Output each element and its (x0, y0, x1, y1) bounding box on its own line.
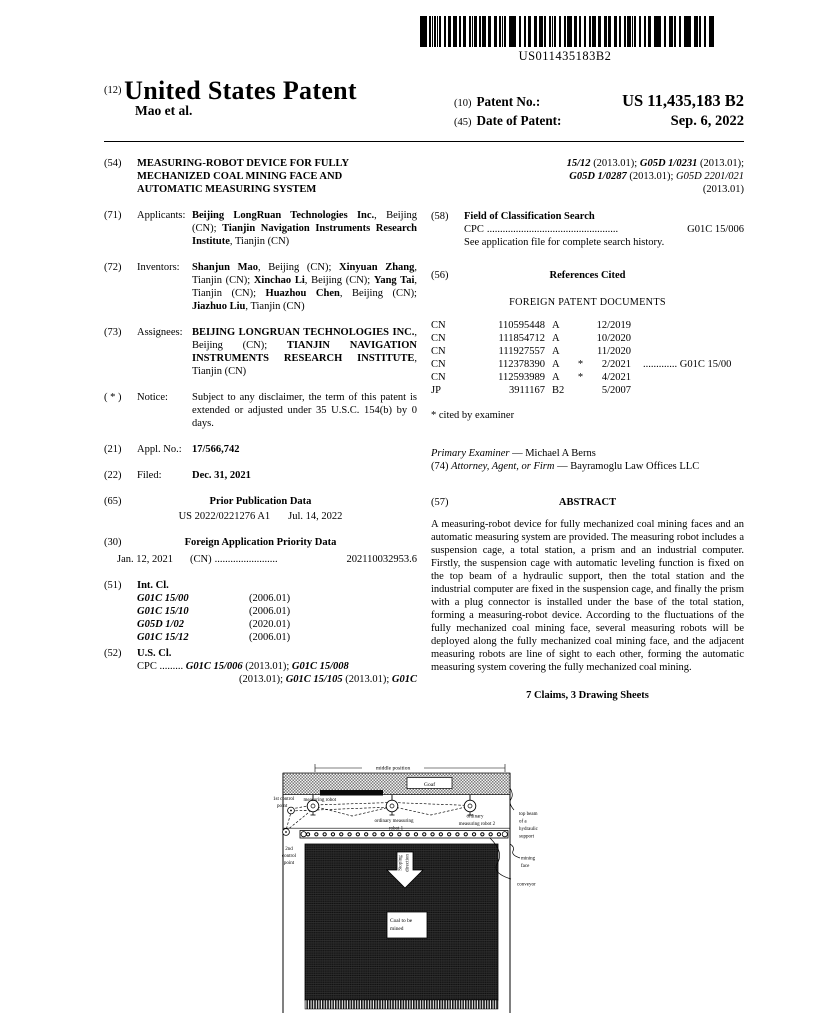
cpc-line-2: (2013.01); G01C 15/105 (2013.01); G01C (239, 674, 417, 685)
field-tag-73: (73) (104, 327, 122, 338)
reference-row: CN 111927557 A 11/2020 (431, 346, 631, 357)
measuring-robot-icon (386, 795, 398, 815)
coal-to-be-mined-box (387, 912, 427, 938)
applicants-text: Beijing LongRuan Technologies Inc., Beijing (CN); Tianjin Navigation Instruments Research Institute, Tianjin (CN) (192, 210, 417, 247)
header (104, 76, 744, 131)
appl-no-label: Appl. No.: (137, 444, 182, 455)
mining-face-label-2: face (521, 864, 530, 869)
field-tag-51: (51) (104, 580, 122, 591)
field-tag-58: (58) (431, 211, 449, 222)
field-code-45: (45) (454, 117, 472, 128)
priority-country: (CN) (190, 554, 212, 565)
us-cl-section (104, 647, 417, 686)
first-control-label-2: point (277, 804, 288, 809)
notice-tag: ( * ) (104, 392, 122, 403)
document-kind-line (104, 76, 357, 105)
abstract-heading-row (431, 496, 744, 509)
int-cl-heading: Int. Cl. (137, 580, 169, 591)
cpc-cont-line: (2013.01) (702, 184, 744, 195)
header-left (104, 76, 357, 131)
foreign-priority-line (104, 551, 417, 566)
measuring-robot-label: measuring robot (303, 798, 337, 803)
top-beam-label-2: of a (519, 819, 527, 825)
field-tag-54: (54) (104, 158, 122, 169)
cpc-cont-line: 15/12 (2013.01); G05D 1/0231 (2013.01); (566, 158, 744, 169)
inventors-section (104, 261, 417, 313)
ordinary-robot1-label-2: robot 1 (388, 826, 404, 832)
second-control-label-1: 2nd (285, 847, 293, 852)
field-tag-72: (72) (104, 262, 122, 273)
first-named-party: Mao et al. (135, 103, 193, 118)
field-of-search-cpc: CPC .................................................. G01C 15/006 (464, 224, 744, 235)
cpc-line-1: CPC ......... G01C 15/006 (2013.01); G01C 15/008 (137, 661, 349, 672)
field-tag-65: (65) (104, 496, 122, 507)
right-column (431, 157, 744, 702)
cpc-cont-line: G05D 1/0287 (2013.01); G05D 2201/021 (569, 171, 744, 182)
dot-leader: .................................................. (486, 224, 619, 235)
ordinary-robot2-label-1: ordinary (466, 814, 484, 820)
cited-by-examiner: * cited by examiner (431, 410, 515, 421)
notice-text: Subject to any disclaimer, the term of this patent is extended or adjusted under 35 U.S.C. 154(b) by 0 days. (192, 392, 417, 429)
abstract-text: A measuring-robot device for fully mechanized coal mining faces and an automatic measuring system are provided. The measuring robot includes a suspension cage, a total station, a prism and an industrial computer. Firstly, the suspension cage with automatic leveling function is fixed on the top beam of a hydraulic support, then the total station and the industrial computer are fixed in the suspension cage, and finally the prism with a plug connector is installed under the base of the total station, forming a measuring-robot device. According to the fluctuations of the fully mechanized coal mining face, several measuring robots will be deployed along the fully mechanized coal mining face, and the adjacent measuring robots are line of sight to each other, forming the automatic measuring system covering the fully mechanized coal mining. (431, 519, 744, 673)
second-control-label-3: point (283, 861, 295, 866)
date-value: Sep. 6, 2022 (670, 113, 744, 129)
assignees-section (104, 326, 417, 378)
int-cl-row: G05D 1/02 (2020.01) (137, 619, 291, 630)
field-tag-57: (57) (431, 497, 449, 508)
attorney-line: (74) Attorney, Agent, or Firm — Bayramoglu Law Offices LLC (431, 461, 700, 472)
barcode-number: US011435183B2 (518, 49, 612, 63)
reference-row: CN 112593989 A * 4/2021 (431, 372, 631, 383)
top-beam-label-1: top beam (519, 812, 538, 817)
notice-label: Notice: (137, 392, 168, 403)
assignees-text: BEIJING LONGRUAN TECHNOLOGIES INC., Beijing (CN); TIANJIN NAVIGATION INSTRUMENTS RESEARCH INSTITUTE, Tianjin (CN) (192, 327, 417, 377)
filed-value: Dec. 31, 2021 (192, 470, 251, 481)
appl-no-section (104, 443, 417, 456)
left-column (104, 157, 417, 702)
reference-row: CN 112378390 A * 2/2021 ............. G01C 15/00 (431, 359, 732, 370)
second-control-label-2: control (281, 854, 297, 859)
prior-publication-line (104, 510, 417, 523)
first-control-label-1: 1st control (273, 797, 295, 802)
foreign-priority-heading: Foreign Application Priority Data (184, 537, 337, 548)
coal-bottom-band (305, 1000, 498, 1009)
int-cl-row: G01C 15/00 (2006.01) (137, 593, 291, 604)
us-cl-heading: U.S. Cl. (137, 648, 172, 659)
date-label: Date of Patent: (476, 113, 562, 128)
invention-title: MEASURING-ROBOT DEVICE FOR FULLY MECHANIZED COAL MINING FACE AND AUTOMATIC MEASURING SYSTEM (137, 158, 349, 195)
claims-line: 7 Claims, 3 Drawing Sheets (526, 690, 649, 701)
int-cl-row: G01C 15/12 (2006.01) (137, 632, 291, 643)
top-beam-label-3: hydraulic (519, 827, 538, 832)
publication-date: Jul. 14, 2022 (288, 511, 343, 522)
inventors-text: Shanjun Mao, Beijing (CN); Xinyuan Zhang, Tianjin (CN); Xinchao Li, Beijing (CN); Yang Tai, Tianjin (CN); Huazhou Chen, Beijing (CN); Jiazhuo Liu, Tianjin (CN) (192, 262, 417, 312)
prior-publication-heading: Prior Publication Data (209, 496, 312, 507)
barcode (420, 16, 714, 47)
applicants-label: Applicants: (137, 210, 186, 221)
assignees-label: Assignees: (137, 327, 183, 338)
patent-number-row (454, 92, 744, 112)
cpc-continuation (431, 157, 744, 196)
abstract-heading: ABSTRACT (558, 497, 617, 508)
int-cl-table (104, 592, 417, 644)
reference-row: CN 111854712 A 10/2020 (431, 333, 631, 344)
conveyor-label: conveyor (517, 882, 536, 888)
filed-label: Filed: (137, 470, 162, 481)
field-tag-71: (71) (104, 210, 122, 221)
mining-face-diagram (270, 760, 590, 1028)
foreign-patents-table (431, 319, 744, 397)
patent-date-row (454, 112, 744, 131)
references-heading: References Cited (549, 270, 626, 281)
publication-number: US 2022/0221276 A1 (178, 511, 271, 522)
kind-code-12: (12) (104, 85, 122, 96)
measuring-robot-icon (464, 795, 476, 815)
references-section (431, 269, 744, 422)
filed-section (104, 469, 417, 482)
ordinary-robot1-label-1: ordinary measuring (374, 819, 414, 824)
goaf-label: Goaf (423, 781, 436, 788)
appl-no-value: 17/566,742 (192, 444, 240, 455)
inventors-label: Inventors: (137, 262, 180, 273)
title-section (104, 157, 417, 196)
prior-publication-section (104, 495, 417, 523)
patent-no-value: US 11,435,183 B2 (622, 91, 744, 110)
header-right (454, 84, 744, 131)
field-of-search-note: See application file for complete search history. (464, 237, 665, 248)
top-beam-label-4: support (519, 834, 534, 840)
foreign-patents-subheading: FOREIGN PATENT DOCUMENTS (509, 297, 666, 308)
field-tag-30: (30) (104, 537, 122, 548)
field-tag-22: (22) (104, 470, 122, 481)
ordinary-robot2-label-2: measuring robot 2 (458, 822, 496, 827)
field-of-search-section (431, 210, 744, 249)
reference-row: CN 110595448 A 12/2019 (431, 320, 631, 331)
body-columns (104, 157, 744, 702)
stoping-label-1: Stoping (398, 855, 404, 871)
roof-beam (320, 790, 383, 796)
field-tag-52: (52) (104, 648, 122, 659)
mining-face-label-1: mining (521, 856, 536, 862)
middle-position-label: middle position (375, 765, 411, 772)
primary-examiner-line: Primary Examiner — Michael A Berns (431, 448, 596, 459)
page-title: United States Patent (124, 76, 357, 105)
field-tag-56: (56) (431, 270, 449, 281)
field-of-search-heading: Field of Classification Search (464, 211, 595, 222)
drawing-figure (270, 760, 590, 1032)
int-cl-row: G01C 15/10 (2006.01) (137, 606, 291, 617)
reference-row: JP 3911167 B2 5/2007 (431, 385, 631, 396)
header-rule (104, 141, 744, 142)
coal-box-label-2: mined (390, 926, 404, 932)
dot-leader: ........................ (214, 554, 278, 565)
int-cl-section (104, 579, 417, 644)
patent-no-label: Patent No.: (476, 94, 541, 109)
priority-date: Jan. 12, 2021 (117, 554, 173, 565)
applicants-section (104, 209, 417, 248)
stoping-label-2: direction (405, 854, 411, 872)
field-code-10: (10) (454, 98, 472, 109)
priority-number: 202110032953.6 (346, 554, 417, 565)
coal-box-label-1: Coal to be (390, 918, 413, 924)
notice-section (104, 391, 417, 430)
goaf-band (283, 773, 510, 795)
foreign-priority-section (104, 536, 417, 566)
field-tag-21: (21) (104, 444, 122, 455)
